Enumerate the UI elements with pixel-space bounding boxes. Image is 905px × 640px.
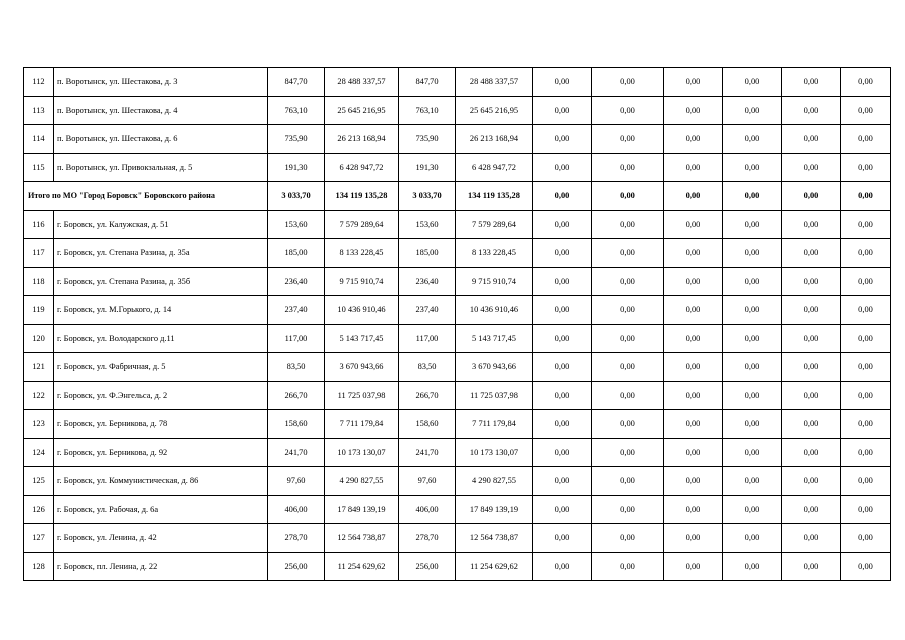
zero-value-cell: 0,00 [592,524,664,553]
zero-value-cell: 0,00 [664,239,723,268]
zero-value-cell: 0,00 [664,381,723,410]
area-cell: 83,50 [399,353,456,382]
cost-cell: 4 290 827,55 [456,467,533,496]
table-row [24,96,891,125]
zero-value-cell: 0,00 [592,381,664,410]
area-cell: 256,00 [268,552,325,581]
zero-value-cell: 0,00 [664,68,723,97]
cost-cell: 12 564 738,87 [456,524,533,553]
area-cell: 278,70 [268,524,325,553]
area-cell: 847,70 [268,68,325,97]
zero-value-cell: 0,00 [533,410,592,439]
zero-value-cell: 0,00 [723,68,782,97]
zero-value-cell: 0,00 [592,353,664,382]
area-cell: 83,50 [268,353,325,382]
cost-cell: 9 715 910,74 [456,267,533,296]
address-cell: г. Боровск, ул. Коммунистическая, д. 86 [54,467,268,496]
address-cell: г. Боровск, пл. Ленина, д. 22 [54,552,268,581]
zero-value-cell: 0,00 [782,296,841,325]
zero-value-cell: 0,00 [533,267,592,296]
total-zero-cell: 0,00 [723,182,782,211]
area-cell: 763,10 [268,96,325,125]
area-cell: 266,70 [399,381,456,410]
total-area-cell: 3 033,70 [268,182,325,211]
area-cell: 185,00 [268,239,325,268]
zero-value-cell: 0,00 [664,353,723,382]
zero-value-cell: 0,00 [841,353,891,382]
zero-value-cell: 0,00 [723,153,782,182]
table-row [24,381,891,410]
cost-cell: 17 849 139,19 [456,495,533,524]
row-number-cell: 123 [24,410,54,439]
area-cell: 158,60 [268,410,325,439]
total-label: Итого по МО "Город Боровск" Боровского района [24,182,268,211]
cost-cell: 11 254 629,62 [325,552,399,581]
area-cell: 153,60 [268,210,325,239]
cost-cell: 5 143 717,45 [456,324,533,353]
zero-value-cell: 0,00 [592,324,664,353]
address-cell: г. Боровск, ул. Степана Разина, д. 35а [54,239,268,268]
area-cell: 256,00 [399,552,456,581]
zero-value-cell: 0,00 [664,410,723,439]
zero-value-cell: 0,00 [723,495,782,524]
zero-value-cell: 0,00 [841,267,891,296]
zero-value-cell: 0,00 [592,410,664,439]
zero-value-cell: 0,00 [723,267,782,296]
row-number-cell: 112 [24,68,54,97]
cost-cell: 26 213 168,94 [456,125,533,154]
zero-value-cell: 0,00 [723,96,782,125]
cost-cell: 10 436 910,46 [325,296,399,325]
zero-value-cell: 0,00 [723,381,782,410]
table-body [24,68,891,581]
zero-value-cell: 0,00 [841,381,891,410]
zero-value-cell: 0,00 [533,524,592,553]
area-cell: 153,60 [399,210,456,239]
table-row [24,467,891,496]
row-number-cell: 121 [24,353,54,382]
row-number-cell: 126 [24,495,54,524]
zero-value-cell: 0,00 [841,438,891,467]
zero-value-cell: 0,00 [782,438,841,467]
area-cell: 237,40 [399,296,456,325]
address-cell: г. Боровск, ул. Фабричная, д. 5 [54,353,268,382]
address-cell: г. Боровск, ул. Берникова, д. 92 [54,438,268,467]
row-number-cell: 128 [24,552,54,581]
zero-value-cell: 0,00 [664,438,723,467]
zero-value-cell: 0,00 [592,267,664,296]
zero-value-cell: 0,00 [592,467,664,496]
cost-cell: 17 849 139,19 [325,495,399,524]
cost-cell: 11 725 037,98 [325,381,399,410]
zero-value-cell: 0,00 [723,239,782,268]
zero-value-cell: 0,00 [841,210,891,239]
row-number-cell: 116 [24,210,54,239]
address-cell: г. Боровск, ул. Берникова, д. 78 [54,410,268,439]
cost-cell: 10 436 910,46 [456,296,533,325]
area-cell: 735,90 [399,125,456,154]
address-cell: п. Воротынск, ул. Шестакова, д. 6 [54,125,268,154]
zero-value-cell: 0,00 [723,353,782,382]
table-row [24,153,891,182]
zero-value-cell: 0,00 [592,495,664,524]
zero-value-cell: 0,00 [664,96,723,125]
row-number-cell: 127 [24,524,54,553]
zero-value-cell: 0,00 [664,153,723,182]
area-cell: 97,60 [399,467,456,496]
table-row [24,495,891,524]
housing-table [23,67,891,581]
area-cell: 191,30 [268,153,325,182]
zero-value-cell: 0,00 [782,381,841,410]
zero-value-cell: 0,00 [664,552,723,581]
cost-cell: 6 428 947,72 [325,153,399,182]
area-cell: 735,90 [268,125,325,154]
zero-value-cell: 0,00 [723,410,782,439]
zero-value-cell: 0,00 [782,552,841,581]
cost-cell: 7 711 179,84 [456,410,533,439]
zero-value-cell: 0,00 [533,324,592,353]
zero-value-cell: 0,00 [533,239,592,268]
row-number-cell: 117 [24,239,54,268]
cost-cell: 7 711 179,84 [325,410,399,439]
zero-value-cell: 0,00 [592,96,664,125]
zero-value-cell: 0,00 [533,438,592,467]
zero-value-cell: 0,00 [723,210,782,239]
address-cell: г. Боровск, ул. Калужская, д. 51 [54,210,268,239]
address-cell: п. Воротынск, ул. Шестакова, д. 3 [54,68,268,97]
cost-cell: 3 670 943,66 [325,353,399,382]
table-row [24,296,891,325]
table-row [24,210,891,239]
row-number-cell: 122 [24,381,54,410]
zero-value-cell: 0,00 [841,153,891,182]
address-cell: г. Боровск, ул. Ленина, д. 42 [54,524,268,553]
cost-cell: 8 133 228,45 [325,239,399,268]
table-row [24,239,891,268]
zero-value-cell: 0,00 [533,210,592,239]
zero-value-cell: 0,00 [664,267,723,296]
zero-value-cell: 0,00 [664,296,723,325]
zero-value-cell: 0,00 [533,381,592,410]
zero-value-cell: 0,00 [782,410,841,439]
area-cell: 191,30 [399,153,456,182]
zero-value-cell: 0,00 [533,68,592,97]
cost-cell: 10 173 130,07 [456,438,533,467]
cost-cell: 3 670 943,66 [456,353,533,382]
zero-value-cell: 0,00 [592,125,664,154]
total-area-cell: 3 033,70 [399,182,456,211]
zero-value-cell: 0,00 [782,467,841,496]
zero-value-cell: 0,00 [782,524,841,553]
cost-cell: 7 579 289,64 [325,210,399,239]
area-cell: 237,40 [268,296,325,325]
zero-value-cell: 0,00 [664,125,723,154]
address-cell: г. Боровск, ул. Ф.Энгельса, д. 2 [54,381,268,410]
zero-value-cell: 0,00 [841,296,891,325]
cost-cell: 12 564 738,87 [325,524,399,553]
area-cell: 406,00 [399,495,456,524]
area-cell: 117,00 [268,324,325,353]
zero-value-cell: 0,00 [592,210,664,239]
zero-value-cell: 0,00 [533,353,592,382]
area-cell: 158,60 [399,410,456,439]
zero-value-cell: 0,00 [664,324,723,353]
total-zero-cell: 0,00 [782,182,841,211]
table-row [24,438,891,467]
total-zero-cell: 0,00 [841,182,891,211]
cost-cell: 11 725 037,98 [456,381,533,410]
zero-value-cell: 0,00 [841,239,891,268]
zero-value-cell: 0,00 [782,153,841,182]
zero-value-cell: 0,00 [782,239,841,268]
address-cell: г. Боровск, ул. М.Горького, д. 14 [54,296,268,325]
zero-value-cell: 0,00 [664,524,723,553]
address-cell: п. Воротынск, ул. Шестакова, д. 4 [54,96,268,125]
area-cell: 763,10 [399,96,456,125]
zero-value-cell: 0,00 [723,324,782,353]
total-row [24,182,891,211]
zero-value-cell: 0,00 [592,296,664,325]
zero-value-cell: 0,00 [664,467,723,496]
zero-value-cell: 0,00 [782,96,841,125]
area-cell: 266,70 [268,381,325,410]
cost-cell: 25 645 216,95 [325,96,399,125]
zero-value-cell: 0,00 [782,324,841,353]
zero-value-cell: 0,00 [533,96,592,125]
zero-value-cell: 0,00 [841,96,891,125]
zero-value-cell: 0,00 [782,267,841,296]
zero-value-cell: 0,00 [841,524,891,553]
total-cost-cell: 134 119 135,28 [325,182,399,211]
total-zero-cell: 0,00 [533,182,592,211]
cost-cell: 28 488 337,57 [325,68,399,97]
zero-value-cell: 0,00 [664,495,723,524]
row-number-cell: 115 [24,153,54,182]
table-row [24,324,891,353]
area-cell: 185,00 [399,239,456,268]
zero-value-cell: 0,00 [841,467,891,496]
cost-cell: 11 254 629,62 [456,552,533,581]
zero-value-cell: 0,00 [723,438,782,467]
zero-value-cell: 0,00 [533,495,592,524]
area-cell: 406,00 [268,495,325,524]
area-cell: 241,70 [399,438,456,467]
zero-value-cell: 0,00 [592,68,664,97]
zero-value-cell: 0,00 [782,210,841,239]
row-number-cell: 114 [24,125,54,154]
cost-cell: 28 488 337,57 [456,68,533,97]
cost-cell: 7 579 289,64 [456,210,533,239]
area-cell: 236,40 [268,267,325,296]
cost-cell: 9 715 910,74 [325,267,399,296]
table-row [24,410,891,439]
zero-value-cell: 0,00 [723,125,782,154]
row-number-cell: 120 [24,324,54,353]
area-cell: 97,60 [268,467,325,496]
total-cost-cell: 134 119 135,28 [456,182,533,211]
area-cell: 847,70 [399,68,456,97]
table-row [24,267,891,296]
address-cell: п. Воротынск, ул. Привокзальная, д. 5 [54,153,268,182]
zero-value-cell: 0,00 [841,410,891,439]
zero-value-cell: 0,00 [592,438,664,467]
cost-cell: 8 133 228,45 [456,239,533,268]
row-number-cell: 124 [24,438,54,467]
row-number-cell: 125 [24,467,54,496]
row-number-cell: 119 [24,296,54,325]
zero-value-cell: 0,00 [533,125,592,154]
document-table-wrapper [23,67,890,581]
row-number-cell: 118 [24,267,54,296]
row-number-cell: 113 [24,96,54,125]
table-row [24,68,891,97]
zero-value-cell: 0,00 [533,153,592,182]
zero-value-cell: 0,00 [723,524,782,553]
zero-value-cell: 0,00 [592,239,664,268]
zero-value-cell: 0,00 [782,353,841,382]
zero-value-cell: 0,00 [533,467,592,496]
cost-cell: 10 173 130,07 [325,438,399,467]
area-cell: 278,70 [399,524,456,553]
area-cell: 241,70 [268,438,325,467]
cost-cell: 5 143 717,45 [325,324,399,353]
zero-value-cell: 0,00 [782,68,841,97]
zero-value-cell: 0,00 [592,153,664,182]
zero-value-cell: 0,00 [841,125,891,154]
table-row [24,353,891,382]
zero-value-cell: 0,00 [723,296,782,325]
zero-value-cell: 0,00 [723,467,782,496]
zero-value-cell: 0,00 [533,296,592,325]
zero-value-cell: 0,00 [782,495,841,524]
address-cell: г. Боровск, ул. Володарского д.11 [54,324,268,353]
table-row [24,125,891,154]
total-zero-cell: 0,00 [592,182,664,211]
cost-cell: 25 645 216,95 [456,96,533,125]
cost-cell: 4 290 827,55 [325,467,399,496]
cost-cell: 26 213 168,94 [325,125,399,154]
address-cell: г. Боровск, ул. Степана Разина, д. 35б [54,267,268,296]
total-zero-cell: 0,00 [664,182,723,211]
zero-value-cell: 0,00 [782,125,841,154]
zero-value-cell: 0,00 [592,552,664,581]
table-row [24,524,891,553]
zero-value-cell: 0,00 [664,210,723,239]
zero-value-cell: 0,00 [533,552,592,581]
area-cell: 236,40 [399,267,456,296]
zero-value-cell: 0,00 [841,68,891,97]
cost-cell: 6 428 947,72 [456,153,533,182]
zero-value-cell: 0,00 [723,552,782,581]
zero-value-cell: 0,00 [841,552,891,581]
zero-value-cell: 0,00 [841,324,891,353]
zero-value-cell: 0,00 [841,495,891,524]
table-row [24,552,891,581]
address-cell: г. Боровск, ул. Рабочая, д. 6а [54,495,268,524]
area-cell: 117,00 [399,324,456,353]
